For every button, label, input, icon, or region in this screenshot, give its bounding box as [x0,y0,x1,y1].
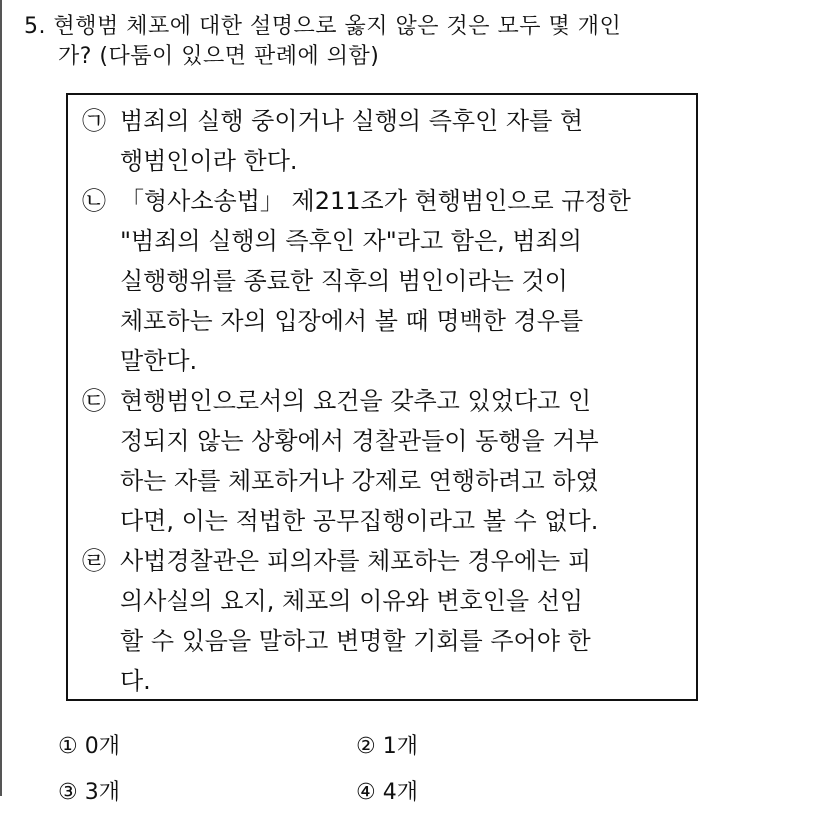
option-text: 4개 [382,780,418,805]
statement-text-line: 체포하는 자의 입장에서 볼 때 명백한 경우를 [120,307,584,335]
statement-c [82,381,686,541]
statement-text-line: 하는 자를 체포하거나 강제로 연행하려고 하였 [120,467,599,495]
statement-text-line: 할 수 있음을 말하고 변명할 기회를 주어야 한 [120,627,591,655]
statement-b [82,181,686,381]
question-stem [24,12,804,72]
question-line-2: 가? (다툼이 있으면 판례에 의함) [58,44,380,69]
statement-marker: ㉣ [82,547,106,575]
statement-marker: ㉡ [82,187,106,215]
option-marker: ③ [58,780,78,805]
statement-text-line: "범죄의 실행의 즉후인 자"라고 함은, 범죄의 [120,227,582,255]
statement-text-line: 행범인이라 한다. [120,147,298,175]
statement-text-line: 실행행위를 종료한 직후의 범인이라는 것이 [120,267,568,295]
option-text: 0개 [84,734,120,759]
statement-text-line: 현행범인으로서의 요건을 갖추고 있었다고 인 [120,387,592,415]
statement-text-line: 의사실의 요지, 체포의 이유와 변호인을 선임 [120,587,584,615]
option-4[interactable] [356,770,418,816]
statement-marker: ㉠ [82,107,106,135]
option-3[interactable] [58,770,120,816]
option-marker: ② [356,734,376,759]
statement-text-line: 다. [120,667,151,695]
statement-text-line: 말한다. [120,347,198,375]
statement-text-line: 정되지 않는 상황에서 경찰관들이 동행을 거부 [120,427,599,455]
statement-box [66,93,698,701]
option-marker: ① [58,734,78,759]
option-1[interactable] [58,724,120,770]
statement-d [82,541,686,701]
statement-a [82,101,686,181]
option-text: 1개 [382,734,418,759]
page-frame-left-border [0,0,2,796]
statement-text-line: 「형사소송법」 제211조가 현행범인으로 규정한 [120,187,631,215]
question-line-1: 5. 현행범 체포에 대한 설명으로 옳지 않은 것은 모두 몇 개인 [24,14,622,39]
statement-text-line: 범죄의 실행 중이거나 실행의 즉후인 자를 현 [120,107,584,135]
statement-text-line: 다면, 이는 적법한 공무집행이라고 볼 수 없다. [120,507,599,535]
option-2[interactable] [356,724,418,770]
option-text: 3개 [84,780,120,805]
statement-text-line: 사법경찰관은 피의자를 체포하는 경우에는 피 [120,547,592,575]
option-marker: ④ [356,780,376,805]
statement-marker: ㉢ [82,387,106,415]
